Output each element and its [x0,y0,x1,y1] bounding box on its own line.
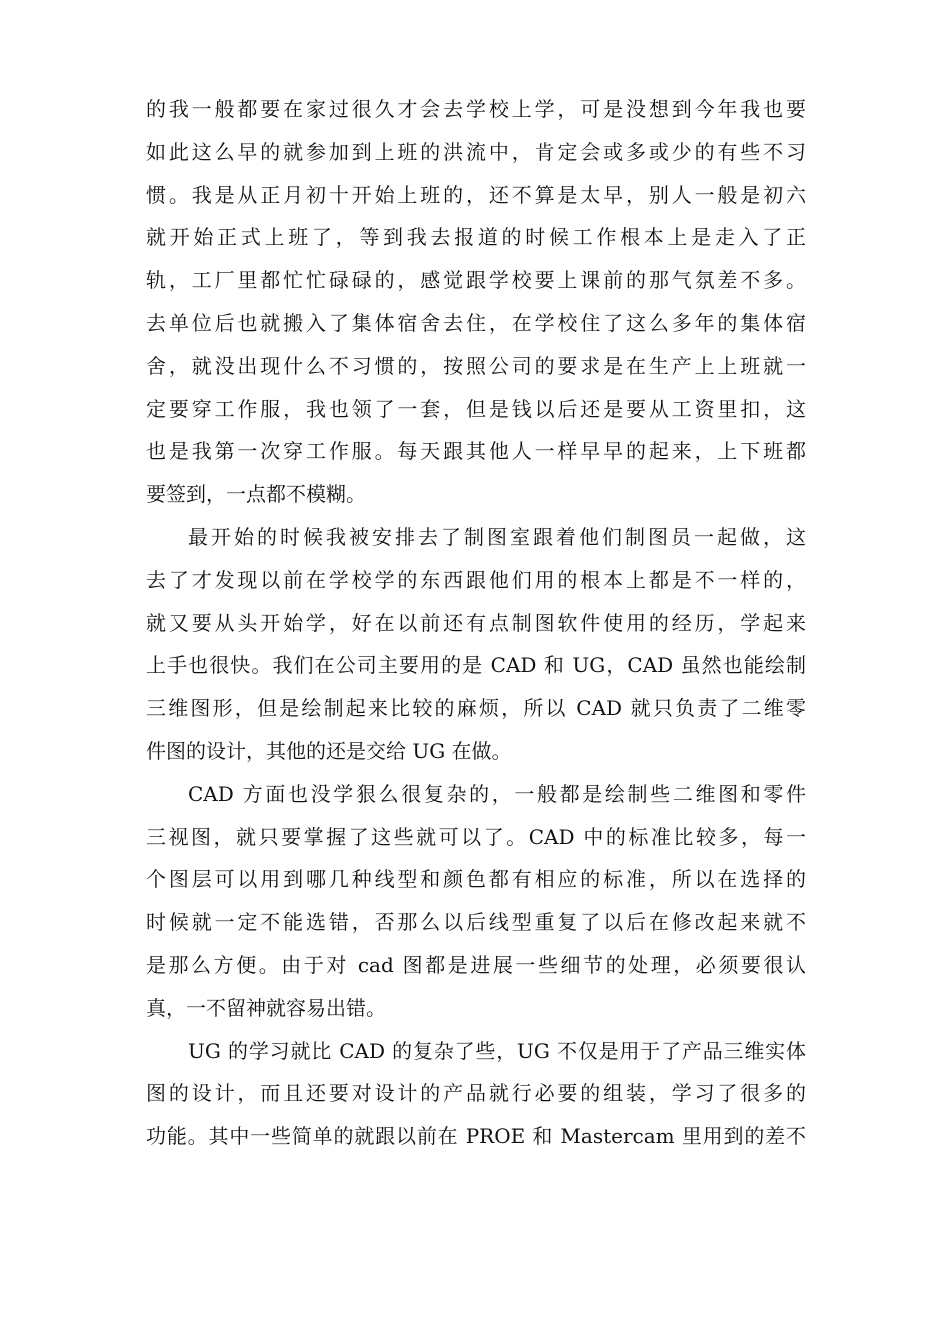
text-line: 也是我第一次穿工作服。每天跟其他人一样早早的起来，上下班都 [146,439,806,464]
text-line: 三维图形，但是绘制起来比较的麻烦，所以 CAD 就只负责了二维零 [146,696,806,721]
text-line: 轨，工厂里都忙忙碌碌的，感觉跟学校要上课前的那气氛差不多。 [146,268,806,293]
text-line: 最开始的时候我被安排去了制图室跟着他们制图员一起做，这 [188,524,806,549]
text-line: 就又要从头开始学，好在以前还有点制图软件使用的经历，学起来 [146,610,806,635]
text-line: 是那么方便。由于对 cad 图都是进展一些细节的处理，必须要很认 [146,952,806,977]
text-line: 真，一不留神就容易出错。 [146,995,386,1020]
text-line: 图的设计，而且还要对设计的产品就行必要的组装，学习了很多的 [146,1081,806,1106]
text-line: 三视图，就只要掌握了这些就可以了。CAD 中的标准比较多，每一 [146,824,806,849]
text-line: UG 的学习就比 CAD 的复杂了些，UG 不仅是用于了产品三维实体 [188,1038,806,1063]
text-line: 要签到，一点都不模糊。 [146,482,366,507]
text-line: 去单位后也就搬入了集体宿舍去住，在学校住了这么多年的集体宿 [146,310,806,335]
text-line: 个图层可以用到哪几种线型和颜色都有相应的标准，所以在选择的 [146,867,806,892]
text-line: 定要穿工作服，我也领了一套，但是钱以后还是要从工资里扣，这 [146,396,806,421]
text-line: 如此这么早的就参加到上班的洪流中，肯定会或多或少的有些不习 [146,139,806,164]
document-body [146,88,806,1158]
text-line: 功能。其中一些简单的就跟以前在 PROE 和 Mastercam 里用到的差不 [146,1124,806,1149]
text-line: 就开始正式上班了，等到我去报道的时候工作根本上是走入了正 [146,225,806,250]
text-line: CAD 方面也没学狠么很复杂的，一般都是绘制些二维图和零件 [188,781,806,806]
text-line: 舍，就没出现什么不习惯的，按照公司的要求是在生产上上班就一 [146,353,806,378]
text-line: 的我一般都要在家过很久才会去学校上学，可是没想到今年我也要 [146,97,806,121]
text-line: 件图的设计，其他的还是交给 UG 在做。 [146,738,512,763]
text-line: 上手也很快。我们在公司主要用的是 CAD 和 UG，CAD 虽然也能绘制 [146,653,806,678]
text-line: 时候就一定不能选错，否那么以后线型重复了以后在修改起来就不 [146,910,806,935]
text-line: 去了才发现以前在学校学的东西跟他们用的根本上都是不一样的， [146,567,806,592]
text-line: 惯。我是从正月初十开始上班的，还不算是太早，别人一般是初六 [146,182,806,207]
